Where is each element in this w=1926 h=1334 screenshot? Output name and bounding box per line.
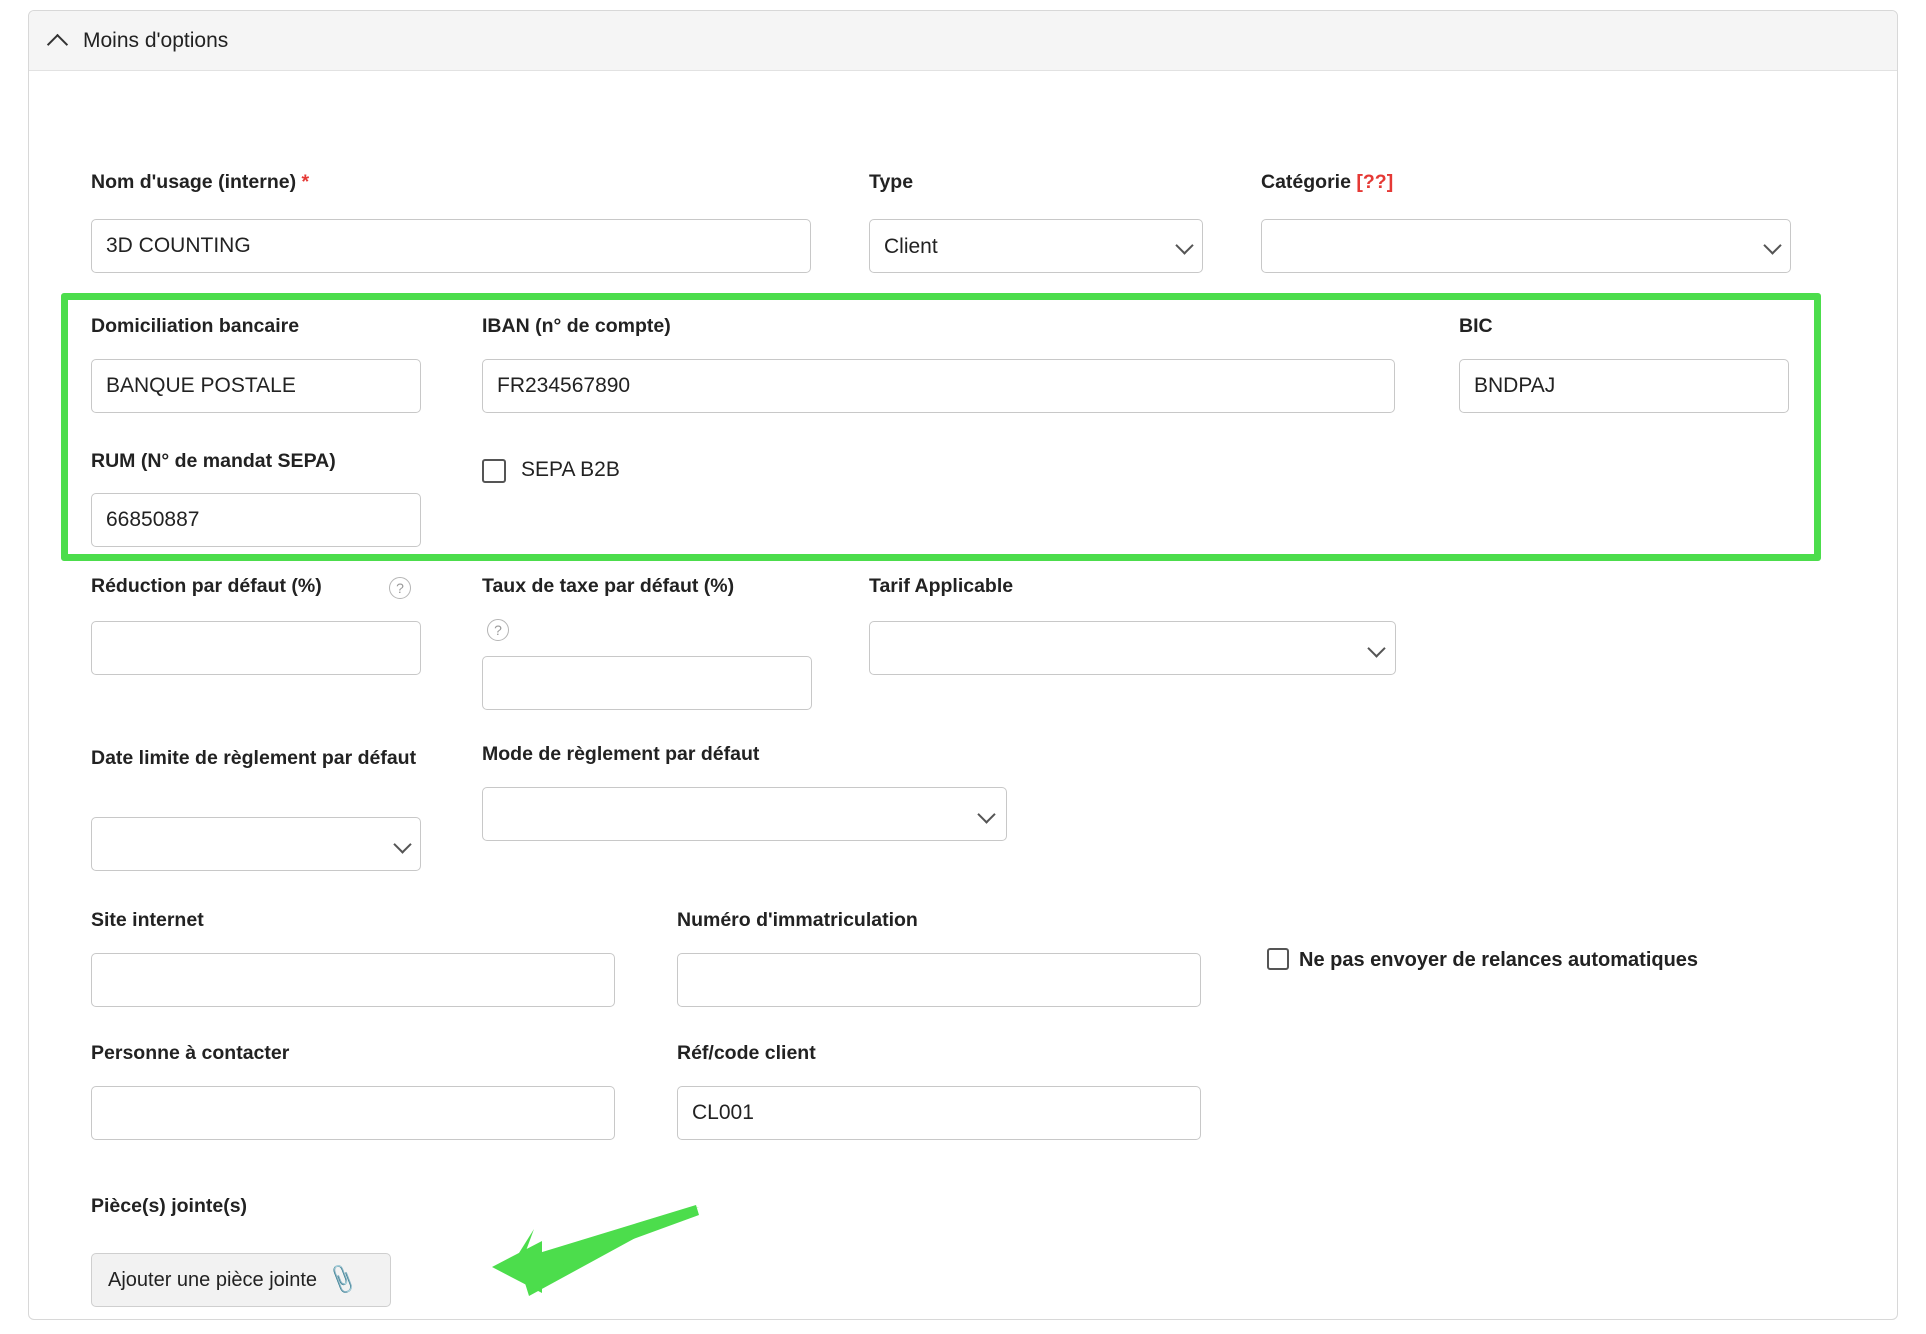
nom-usage-label-text: Nom d'usage (interne) [91,171,297,193]
iban-label: IBAN (n° de compte) [482,315,671,337]
ref-client-input[interactable] [677,1086,1201,1140]
reduction-label: Réduction par défaut (%) [91,575,322,597]
paperclip-icon: 📎 [325,1263,361,1296]
taux-taxe-label: Taux de taxe par défaut (%) [482,575,735,597]
bic-input[interactable] [1459,359,1789,413]
no-relances-checkbox[interactable] [1267,948,1289,970]
chevron-up-icon[interactable] [47,30,69,52]
categorie-label [1261,171,1393,194]
personne-contact-input[interactable] [91,1086,615,1140]
type-select[interactable] [869,219,1203,273]
nom-usage-label [91,171,309,194]
date-limite-label: Date limite de règlement par défaut [91,747,417,769]
help-icon-reduction[interactable]: ? [389,577,411,599]
immatriculation-input[interactable] [677,953,1201,1007]
options-panel [28,10,1898,1320]
options-panel-header-label: Moins d'options [83,28,229,52]
options-panel-header[interactable] [29,11,1897,71]
no-relances-label: Ne pas envoyer de relances automatiques [1299,949,1699,971]
tarif-label: Tarif Applicable [869,575,1014,597]
site-internet-label: Site internet [91,909,204,931]
mode-reglement-label: Mode de règlement par défaut [482,743,760,765]
domiciliation-input[interactable] [91,359,421,413]
add-attachment-button[interactable] [91,1253,391,1307]
reduction-input[interactable] [91,621,421,675]
help-icon-taux-taxe[interactable]: ? [487,619,509,641]
pieces-jointes-label: Pièce(s) jointe(s) [91,1195,248,1217]
required-marker: * [301,171,310,193]
ref-client-label: Réf/code client [677,1042,816,1064]
categorie-label-text: Catégorie [1261,171,1351,193]
taux-taxe-input[interactable] [482,656,812,710]
date-limite-select[interactable] [91,817,421,871]
rum-input[interactable] [91,493,421,547]
personne-contact-label: Personne à contacter [91,1042,290,1064]
type-label: Type [869,171,914,193]
bic-label: BIC [1459,315,1493,337]
mode-reglement-select[interactable] [482,787,1007,841]
categorie-select[interactable] [1261,219,1791,273]
add-attachment-label: Ajouter une pièce jointe [108,1268,318,1291]
sepa-b2b-checkbox[interactable] [482,459,506,483]
iban-input[interactable] [482,359,1395,413]
site-internet-input[interactable] [91,953,615,1007]
rum-label: RUM (N° de mandat SEPA) [91,450,336,472]
tarif-select[interactable] [869,621,1396,675]
categorie-flag: [??] [1356,171,1394,193]
annotation-arrow [424,1201,704,1311]
sepa-b2b-label: SEPA B2B [521,458,620,481]
immatriculation-label: Numéro d'immatriculation [677,909,918,931]
nom-usage-input[interactable] [91,219,811,273]
domiciliation-label: Domiciliation bancaire [91,315,300,337]
customer-form [29,71,1897,1319]
